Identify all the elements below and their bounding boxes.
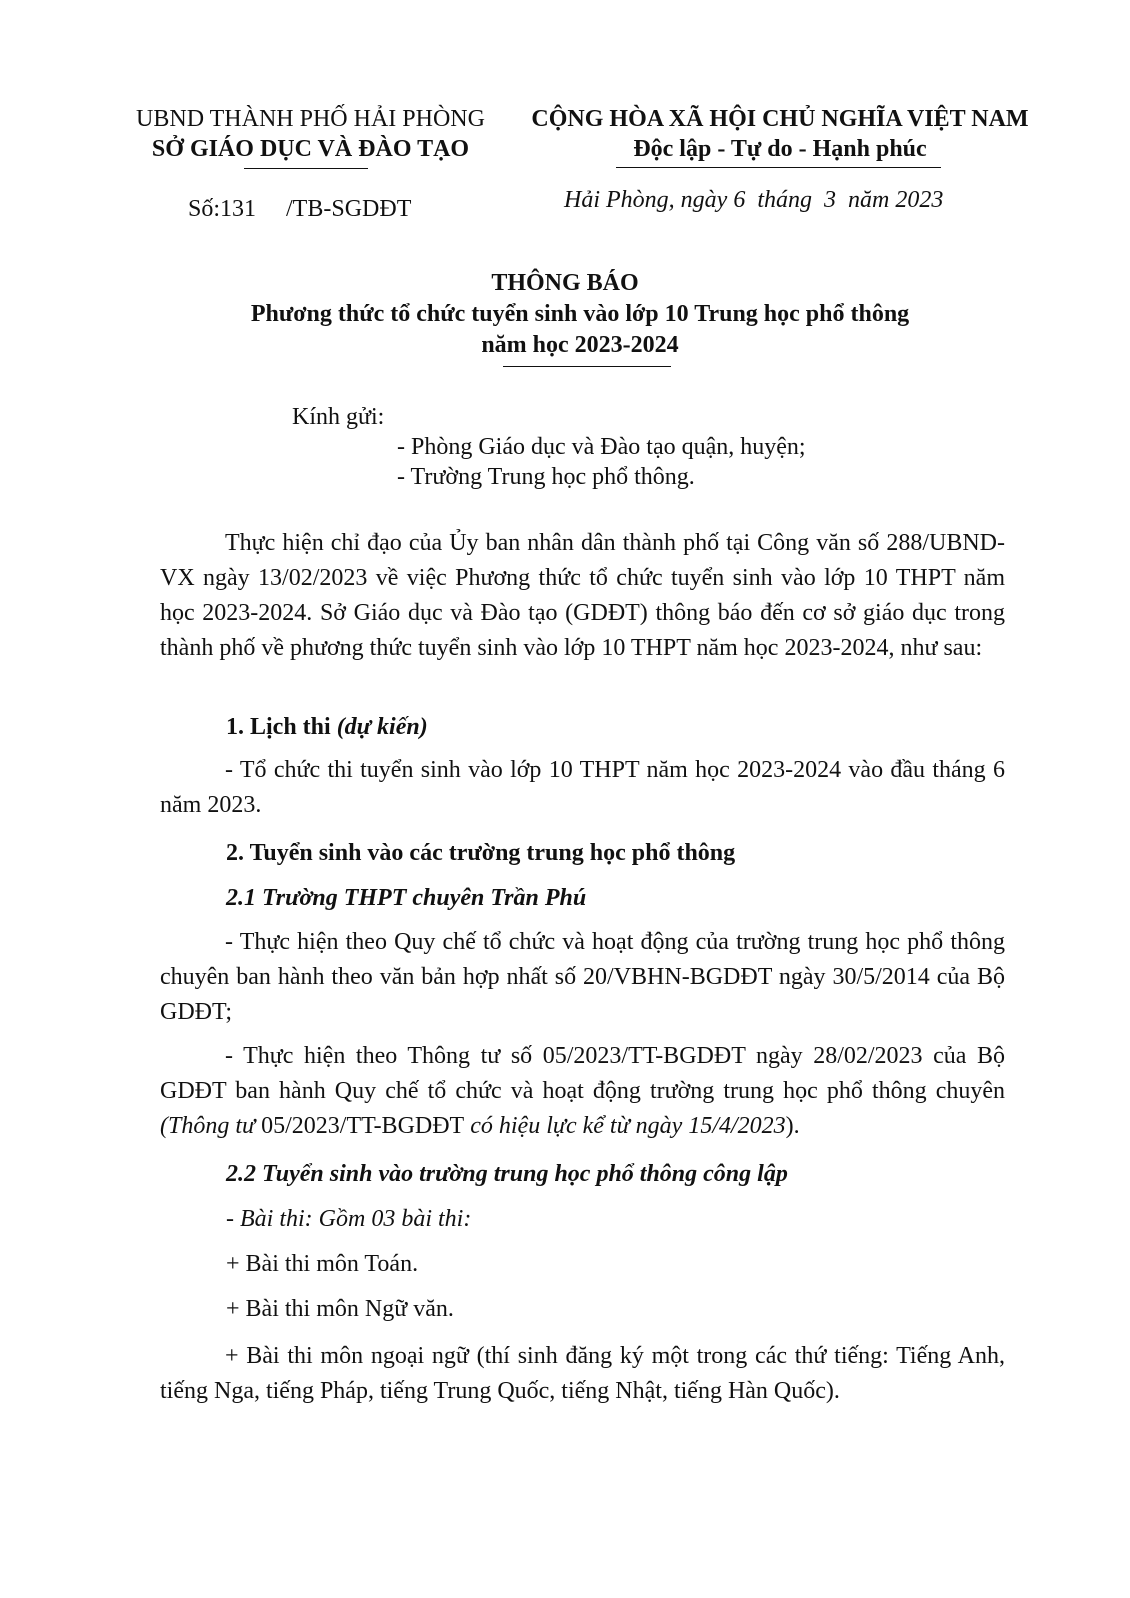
recipients-label: Kính gửi:: [292, 404, 385, 430]
place-date: Hải Phòng, ngày 6 tháng 3 năm 2023: [564, 187, 944, 213]
exam-intro: - Bài thi: Gồm 03 bài thi:: [226, 1206, 472, 1232]
section-2-2-heading: 2.2 Tuyển sinh vào trường trung học phổ thông công lập: [226, 1161, 788, 1187]
section-2-1-heading: 2.1 Trường THPT chuyên Trần Phú: [226, 885, 587, 911]
para-2-end: ).: [785, 1113, 800, 1139]
exam-item: + Bài thi môn ngoại ngữ (thí sinh đăng ký một trong các thứ tiếng: Tiếng Anh, tiếng Nga, tiếng Pháp, tiếng Trung Quốc, tiếng Nhật, tiếng Hàn Quốc).: [160, 1343, 1005, 1404]
para-2-note-italic-b: có hiệu lực kể từ ngày 15/4/2023: [464, 1113, 786, 1139]
section-2-heading: 2. Tuyển sinh vào các trường trung học phổ thông: [226, 840, 736, 866]
document-type-title: THÔNG BÁO: [491, 270, 639, 296]
section-2-1-para-1: - Thực hiện theo Quy chế tổ chức và hoạt động của trường trung học phổ thông chuyên ban hành theo văn bản hợp nhất số 20/VBHN-BGDĐT ngày 30/5/2014 của Bộ GDĐT;: [160, 929, 1005, 1025]
document-number: Số:131 /TB-SGDĐT: [188, 196, 412, 222]
title-underline: [503, 366, 671, 367]
para-2-note-regular: 05/2023/TT-BGDĐT: [261, 1113, 465, 1139]
exam-item: + Bài thi môn Ngữ văn.: [226, 1296, 454, 1322]
intro-paragraph: Thực hiện chỉ đạo của Ủy ban nhân dân thành phố tại Công văn số 288/UBND-VX ngày 13/02/2023 về việc Phương thức tổ chức tuyển sinh vào lớp 10 THPT năm học 2023-2024. Sở Giáo dục và Đào tạo (GDĐT) thông báo đến cơ sở giáo dục trong thành phố về phương thức tuyển sinh vào lớp 10 THPT năm học 2023-2024, như sau:: [160, 530, 1005, 661]
national-motto: Độc lập - Tự do - Hạnh phúc: [633, 136, 927, 162]
exam-item: + Bài thi môn Toán.: [226, 1251, 419, 1277]
issuer-underline: [244, 168, 368, 169]
document-subject-line2: năm học 2023-2024: [481, 332, 679, 358]
issuer-department: SỞ GIÁO DỤC VÀ ĐÀO TẠO: [151, 136, 470, 162]
para-2-main-text: - Thực hiện theo Thông tư số 05/2023/TT-BGDĐT ngày 28/02/2023 của Bộ GDĐT ban hành Quy chế tổ chức và hoạt động trường trung học phổ thông chuyên: [160, 1043, 1005, 1104]
issuer-authority: UBND THÀNH PHỐ HẢI PHÒNG: [136, 106, 485, 132]
recipient-item: - Phòng Giáo dục và Đào tạo quận, huyện;: [397, 434, 806, 460]
section-1-heading-text: 1. Lịch thi: [226, 714, 337, 740]
para-2-note-italic-a: (Thông tư: [160, 1113, 262, 1139]
national-title: CỘNG HÒA XÃ HỘI CHỦ NGHĨA VIỆT NAM: [531, 106, 1029, 132]
document-subject-line1: Phương thức tổ chức tuyển sinh vào lớp 10 Trung học phổ thông: [250, 301, 910, 327]
section-2-1-para-2: [160, 1039, 1005, 1144]
section-1-heading: [226, 712, 428, 742]
section-1-text: - Tổ chức thi tuyển sinh vào lớp 10 THPT năm học 2023-2024 vào đầu tháng 6 năm 2023.: [160, 757, 1005, 818]
recipient-item: - Trường Trung học phổ thông.: [397, 464, 695, 490]
section-1-heading-note: (dự kiến): [336, 714, 428, 740]
motto-underline: [616, 167, 941, 168]
